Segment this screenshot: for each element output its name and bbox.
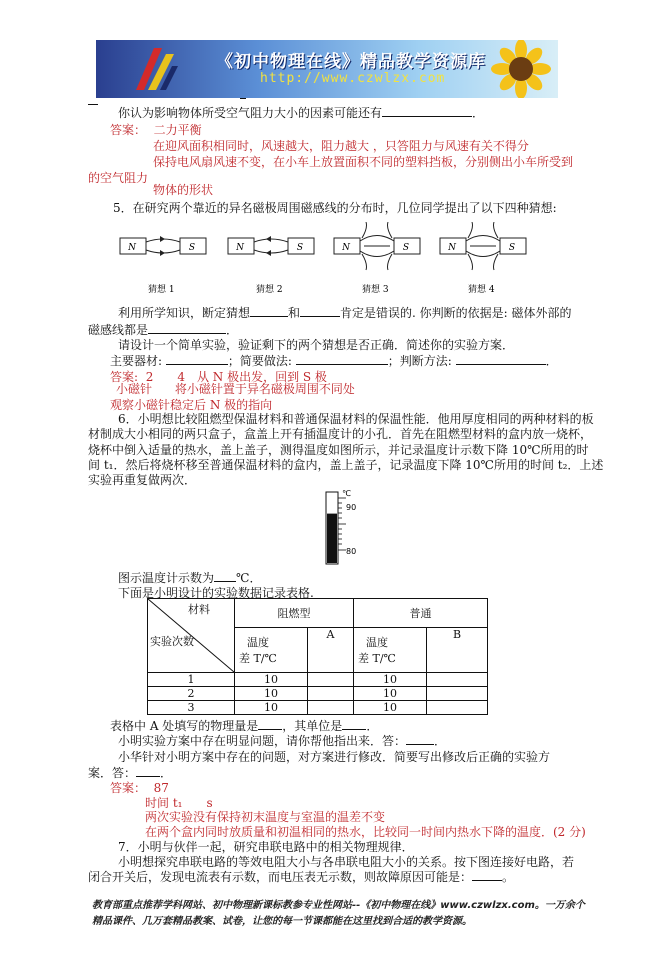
q5-answer-line2	[116, 380, 355, 397]
q6-line3: 烧杯中倒入适量的热水，盖上盖子，测得温度如图所示，并记录温度计示数下降 10℃所用的时	[88, 443, 589, 457]
table-row	[148, 687, 488, 701]
data-table	[147, 598, 488, 715]
guess-3-label: 猜想 3	[362, 285, 389, 295]
q5-method	[110, 352, 558, 369]
q6-answer-label: 答案：	[110, 781, 147, 795]
q6-qa-text2: ，其单位是	[282, 719, 343, 733]
table-corner-cell	[148, 599, 235, 673]
table-row	[148, 701, 488, 715]
q4-answer-2: 在迎风面积相同时，风速越大，阻力越大 ，只答阻力与风速有关不得分	[153, 139, 529, 153]
page-footer	[92, 898, 592, 930]
table-row	[148, 673, 488, 687]
table-temp2-line1: 温度	[366, 636, 388, 649]
q6-answer-4: 在两个盒内同时放质量和初温相同的热水，比较同一时间内热水下降的温度．(2 分)	[145, 825, 586, 839]
q4-answer-3: 保持电风扇风速不变，在小车上放置面积不同的塑料挡板，分别侧出小车所受到	[153, 155, 574, 169]
q5-judgement	[118, 304, 572, 321]
q5-answer-2a: 小磁针	[116, 382, 153, 396]
table-header-temp2	[354, 628, 427, 673]
table-cell: 2	[148, 687, 235, 701]
q5-text2: 磁感线都是	[88, 323, 149, 337]
q4-answer-1: 二力平衡	[153, 123, 202, 137]
q6-answer-3: 两次实验没有保持初末温度与室温的温差不变	[145, 810, 386, 824]
table-header-times: 实验次数	[150, 635, 194, 648]
q6-qc-blank	[136, 765, 160, 777]
q4-blank	[382, 105, 472, 117]
guess-2-pole-n: N	[236, 243, 244, 253]
table-cell: 10	[354, 673, 427, 687]
q5-text4b: ；简要做法:	[227, 354, 292, 368]
sunflower-icon	[481, 40, 558, 98]
guess-3-pole-s: S	[402, 243, 410, 253]
table-cell: 10	[235, 687, 308, 701]
q7-line3	[88, 868, 514, 885]
q5-blank2	[300, 305, 340, 317]
q7-line1: 7．小明与伙伴一起，研究串联电路中的相关物理规律．	[118, 840, 414, 854]
q6-reading-text: 图示温度计示数为	[118, 571, 215, 585]
q5-text4a: 主要器材:	[110, 354, 163, 368]
table-cell	[308, 701, 354, 715]
table-header-type2: 普通	[354, 599, 488, 628]
table-temp2-line2: 差 T/℃	[358, 652, 396, 665]
footer-line1: 教育部重点推荐学科网站、初中物理新课标教参专业性网站--《初中物理在线》www.czwlzx.com。一万余个	[92, 900, 585, 911]
guess-3-pole-n: N	[342, 243, 350, 253]
q5-answer-2b: 将小磁针置于异名磁极周围不同处	[174, 382, 355, 396]
thermometer-90: 90	[346, 503, 357, 512]
q6-line4: 间 t₁．然后将烧杯移至普通保温材料的盒内，盖上盖子，记录温度下降 10℃所用的时间 t₂．上述	[88, 458, 604, 472]
table-cell	[308, 687, 354, 701]
q6-question-c: 小华针对小明方案中存在的问题，对方案进行修改．简要写出修改后正确的实验方	[118, 750, 551, 764]
footer-line2: 精品课件、几万套精品教案、试卷，让您的每一节课都能在这里找到合适的教学资源。	[92, 916, 472, 927]
q6-line5: 实验再重复做两次．	[88, 473, 197, 487]
q7-line2: 小明想探究串联电路的等效电阻大小与各串联电阻大小的关系。按下图连接好电路，若	[118, 855, 575, 869]
table-cell: 10	[354, 687, 427, 701]
guess-4-label: 猜想 4	[468, 285, 495, 295]
table-temp1-line1: 温度	[247, 636, 269, 649]
q4-end: ．	[472, 106, 485, 120]
q5-blank4	[166, 353, 228, 365]
q5-answer-1: 2 4 从 N 极出发，回到 S 极	[145, 370, 327, 384]
table-cell	[308, 673, 354, 687]
thermometer-80: 80	[346, 547, 357, 556]
q6-answer-1: 87	[153, 781, 169, 795]
q5-text2-end: ．	[226, 323, 239, 337]
q5-text4-end: ．	[545, 354, 558, 368]
q6-qa-blank2	[342, 718, 366, 730]
q6-qa-blank1	[258, 718, 282, 730]
banner-url: http://www.czwlzx.com	[260, 71, 446, 86]
q4-prompt	[118, 104, 484, 121]
q5-blank5	[296, 353, 388, 365]
q4-text: 你认为影响物体所受空气阻力大小的因素可能还有	[118, 106, 383, 120]
q6-answer-2: 时间 t₁ s	[145, 796, 213, 810]
guess-2-pole-s: S	[296, 243, 304, 253]
q5-answer-3: 观察小磁针稳定后 N 极的指向	[110, 398, 273, 412]
table-header-a: A	[308, 628, 354, 673]
q4-answer-label: 答案：	[110, 123, 147, 137]
q7-line3-text: 闭合开关后，发现电流表有示数，而电压表无示数，则故障原因可能是：	[88, 870, 473, 884]
q5-blank1	[250, 305, 288, 317]
q6-qa-text: 表格中 A 处填写的物理量是	[110, 719, 259, 733]
guess-3-diagram	[334, 222, 420, 295]
table-header-type1: 阻燃型	[235, 599, 354, 628]
guess-1-pole-n: N	[128, 243, 136, 253]
q6-qb-end: ．	[434, 734, 447, 748]
site-logo-icon	[126, 40, 186, 98]
magnetic-field-diagrams	[118, 222, 538, 304]
table-header-b: B	[427, 628, 488, 673]
guess-4-pole-n: N	[448, 243, 456, 253]
table-cell: 10	[354, 701, 427, 715]
q6-qb-blank	[406, 733, 434, 745]
table-cell	[427, 701, 488, 715]
q5-text1a: 利用所学知识，断定猜想	[118, 306, 251, 320]
q6-line1: 6．小明想比较阻燃型保温材料和普通保温材料的保温性能．他用厚度相同的两种材料的板	[118, 412, 594, 426]
q5-blank6	[456, 353, 546, 365]
q6-reading-unit: ℃．	[236, 571, 262, 585]
thermometer-unit: ℃	[342, 489, 351, 498]
q4-answer-4: 物体的形状	[153, 183, 214, 197]
table-cell: 10	[235, 673, 308, 687]
q5-design: 请设计一个简单实验，验证剩下的两个猜想是否正确．简述你的实验方案．	[118, 338, 515, 352]
guess-1-diagram	[120, 236, 206, 295]
header-banner	[96, 40, 558, 98]
guess-1-label: 猜想 1	[148, 285, 175, 295]
guess-4-diagram	[440, 222, 526, 295]
table-cell	[427, 673, 488, 687]
banner-title: 《初中物理在线》精品教学资源库	[216, 52, 486, 72]
guess-4-pole-s: S	[508, 243, 516, 253]
q5-answer-label: 答案:	[110, 370, 139, 384]
guess-2-label: 猜想 2	[256, 285, 283, 295]
table-temp1-line2: 差 T/℃	[239, 652, 277, 665]
q5-text1c: 肯定是错误的. 你判断的依据是: 磁体外部的	[340, 306, 572, 320]
header-rule-right	[240, 98, 246, 99]
q6-qb-text: 小明实验方案中存在明显问题，请你帮他指出来．答：	[118, 734, 407, 748]
table-cell: 3	[148, 701, 235, 715]
thermometer-mercury	[327, 514, 337, 563]
q4-answer-3b: 的空气阻力	[88, 171, 149, 185]
q6-qa-end: ．	[366, 719, 379, 733]
guess-1-pole-s: S	[188, 243, 196, 253]
q5-blank3	[148, 322, 226, 334]
q7-blank	[472, 869, 502, 881]
q7-line3-end: 。	[502, 870, 515, 884]
table-header-temp1	[235, 628, 308, 673]
q6-qc2-end: ．	[160, 766, 173, 780]
thermometer-figure	[320, 488, 370, 568]
table-cell: 1	[148, 673, 235, 687]
q6-line2: 材制成大小相同的两只盒子，盒盖上开有插温度计的小孔．首先在阻燃型材料的盒内放一烧杯，	[88, 427, 593, 441]
q6-reading-blank	[214, 570, 236, 582]
q6-qc2-text: 案．答：	[88, 766, 137, 780]
q5-intro: 5．在研究两个靠近的异名磁极周围磁感线的分布时，几位同学提出了以下四种猜想:	[113, 201, 557, 215]
table-header-material: 材料	[188, 603, 210, 616]
q6-question-b	[118, 732, 446, 749]
q5-text4c: ；判断方法:	[387, 354, 452, 368]
table-cell: 10	[235, 701, 308, 715]
guess-2-diagram	[228, 236, 314, 295]
table-cell	[427, 687, 488, 701]
q5-text1b: 和	[288, 306, 301, 320]
q4-answer-line1	[110, 121, 202, 138]
q6-table-intro: 下面是小明设计的实验数据记录表格.	[118, 586, 314, 600]
header-rule	[88, 104, 98, 105]
